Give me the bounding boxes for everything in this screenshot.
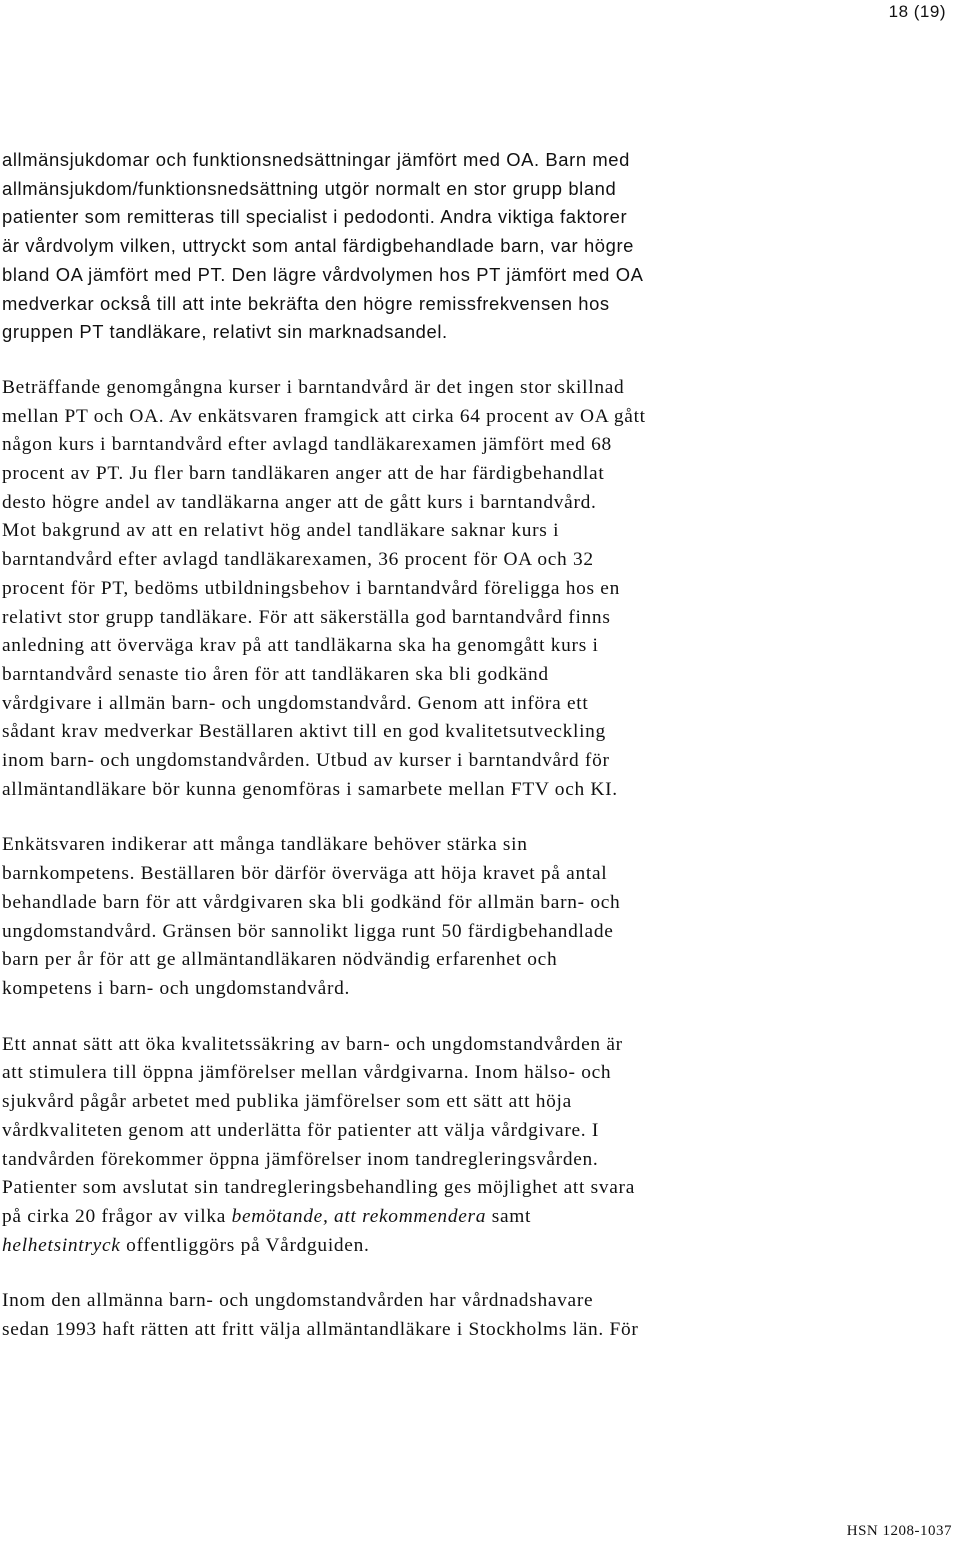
- text-line: gruppen PT tandläkare, relativt sin marknadsandel.: [2, 321, 448, 343]
- text-line: [2, 1203, 952, 1232]
- text-line: ungdomstandvård. Gränsen bör sannolikt ligga runt 50 färdigbehandlade: [2, 920, 614, 942]
- text-line: Mot bakgrund av att en relativt hög andel tandläkare saknar kurs i: [2, 520, 560, 542]
- text-line: patienter som remitteras till specialist i pedodonti. Andra viktiga faktorer: [2, 206, 628, 228]
- italic-term: helhetsintryck: [2, 1234, 121, 1256]
- text-line: är vårdvolym vilken, uttryckt som antal färdigbehandlade barn, var högre: [2, 235, 634, 257]
- text-line: sådant krav medverkar Beställaren aktivt till en god kvalitetsutveckling: [2, 721, 606, 743]
- paragraph-2: [2, 374, 952, 805]
- paragraph-3: [2, 831, 952, 1003]
- text-line: vårdgivare i allmän barn- och ungdomstandvård. Genom att införa ett: [2, 692, 589, 714]
- text-line: allmänsjukdom/funktionsnedsättning utgör normalt en stor grupp bland: [2, 177, 617, 199]
- paragraph-1: [2, 146, 952, 347]
- italic-term: bemötande, att rekommendera: [231, 1205, 487, 1227]
- text-line: någon kurs i barntandvård efter avlagd tandläkarexamen jämfört med 68: [2, 434, 612, 456]
- text-line: vårdkvaliteten genom att underlätta för patienter att välja vårdgivare. I: [2, 1119, 600, 1141]
- text-line: procent för PT, bedöms utbildningsbehov i barntandvård föreligga hos en: [2, 577, 621, 599]
- text-line: Inom den allmänna barn- och ungdomstandvården har vårdnadshavare: [2, 1290, 594, 1312]
- text-line: relativt stor grupp tandläkare. För att säkerställa god barntandvård finns: [2, 606, 611, 628]
- text-line: allmänsjukdomar och funktionsnedsättningar jämfört med OA. Barn med: [2, 149, 630, 170]
- text-line: att stimulera till öppna jämförelser mellan vårdgivarna. Inom hälso- och: [2, 1062, 612, 1084]
- text-line: barntandvård efter avlagd tandläkarexamen, 36 procent för OA och 32: [2, 549, 594, 571]
- text-line: Patienter som avslutat sin tandregleringsbehandling ges möjlighet att svara: [2, 1177, 636, 1199]
- text-run: samt: [486, 1205, 532, 1227]
- text-line: procent av PT. Ju fler barn tandläkaren anger att de har färdigbehandlat: [2, 463, 605, 485]
- text-line: medverkar också till att inte bekräfta den högre remissfrekvensen hos: [2, 292, 610, 314]
- text-line: behandlade barn för att vårdgivaren ska bli godkänd för allmän barn- och: [2, 891, 621, 913]
- text-line: mellan PT och OA. Av enkätsvaren framgick att cirka 64 procent av OA gått: [2, 405, 646, 427]
- text-line: inom barn- och ungdomstandvården. Utbud av kurser i barntandvård för: [2, 750, 610, 772]
- text-line: kompetens i barn- och ungdomstandvård.: [2, 977, 351, 999]
- text-run: offentliggörs på Vårdguiden.: [120, 1234, 370, 1256]
- text-line: tandvården förekommer öppna jämförelser inom tandregleringsvården.: [2, 1148, 599, 1170]
- text-line: sedan 1993 haft rätten att fritt välja allmäntandläkare i Stockholms län. För: [2, 1319, 639, 1341]
- text-run: på cirka 20 frågor av vilka: [2, 1205, 232, 1227]
- text-line: Enkätsvaren indikerar att många tandläkare behöver stärka sin: [2, 834, 528, 856]
- text-line: desto högre andel av tandläkarna anger att de gått kurs i barntandvård.: [2, 491, 597, 513]
- text-line: [2, 1232, 952, 1261]
- text-line: anledning att överväga krav på att tandläkarna ska ha genomgått kurs i: [2, 635, 599, 657]
- text-line: allmäntandläkare bör kunna genomföras i samarbete mellan FTV och KI.: [2, 778, 618, 800]
- text-line: bland OA jämfört med PT. Den lägre vårdvolymen hos PT jämfört med OA: [2, 263, 644, 285]
- text-line: Beträffande genomgångna kurser i barntandvård är det ingen stor skillnad: [2, 376, 625, 398]
- text-line: Ett annat sätt att öka kvalitetssäkring av barn- och ungdomstandvården är: [2, 1033, 623, 1055]
- text-line: barnkompetens. Beställaren bör därför överväga att höja kravet på antal: [2, 863, 608, 885]
- document-body: [2, 146, 952, 1345]
- paragraph-4: [2, 1031, 952, 1261]
- text-line: sjukvård pågår arbetet med publika jämförelser som ett sätt att höja: [2, 1091, 572, 1113]
- document-code: HSN 1208-1037: [846, 1523, 952, 1539]
- paragraph-5: [2, 1287, 952, 1344]
- text-line: barntandvård senaste tio åren för att tandläkaren ska bli godkänd: [2, 663, 549, 685]
- text-line: barn per år för att ge allmäntandläkaren nödvändig erfarenhet och: [2, 949, 558, 971]
- page-number: 18 (19): [888, 2, 946, 21]
